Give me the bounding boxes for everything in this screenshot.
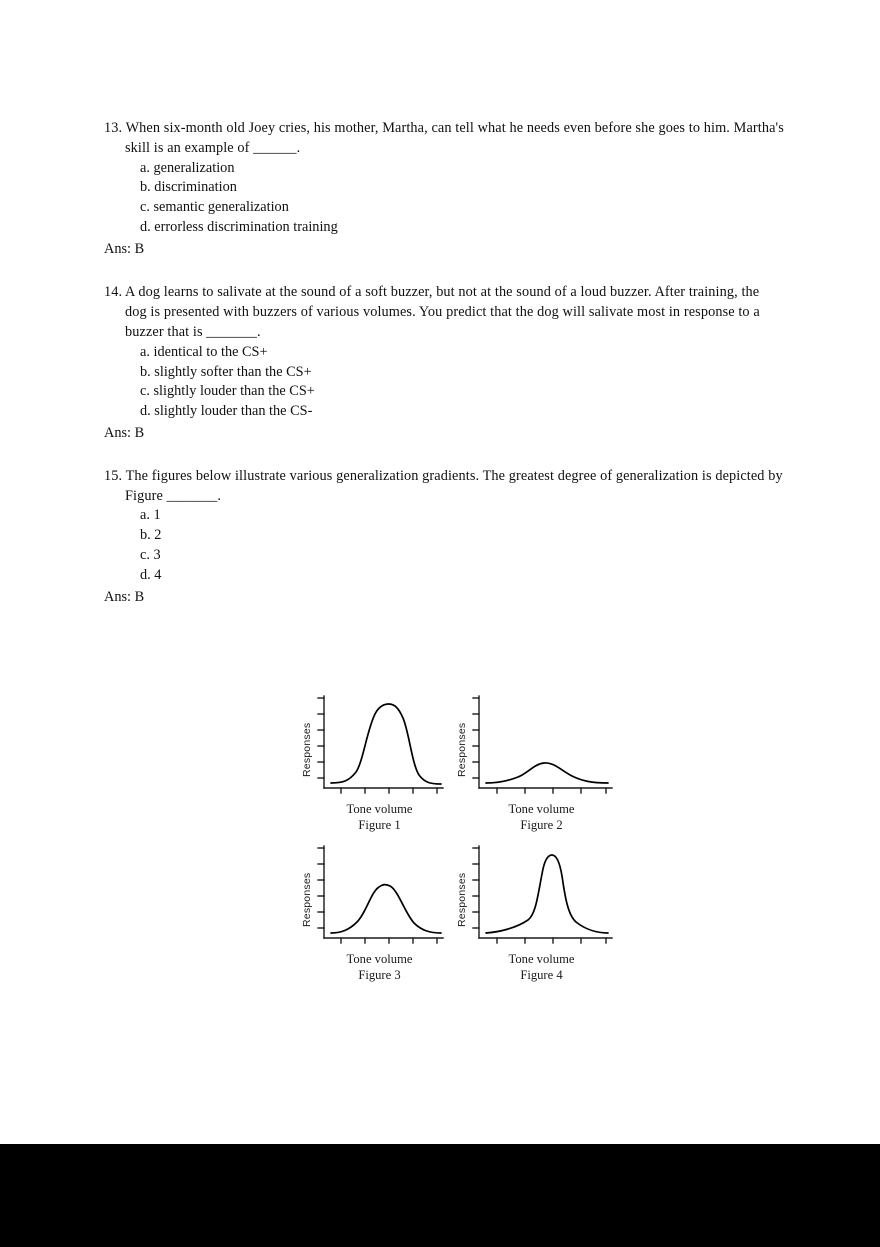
- figure-4-curve: [486, 855, 608, 933]
- option-c: c. slightly louder than the CS+: [140, 383, 315, 400]
- figure-1-chart: [313, 692, 445, 800]
- x-axis-label: Tone volume: [508, 951, 575, 966]
- x-axis-label: Tone volume: [508, 802, 575, 816]
- question-stem: 15. The figures below illustrate various generalization gradients. The greatest degree of generalization is depicted by Figure _______.: [104, 467, 783, 505]
- option-b: b. 2: [140, 527, 162, 544]
- figure-3-plot: [300, 842, 445, 950]
- question-block-15: [104, 466, 784, 608]
- figure-caption: Figure 4: [520, 967, 563, 982]
- figure-4-chart: [468, 842, 614, 950]
- option-a: a. identical to the CS+: [140, 343, 268, 360]
- option-d: d. 4: [140, 566, 162, 583]
- option-b: b. discrimination: [140, 179, 237, 196]
- y-axis-label: Responses: [456, 872, 468, 928]
- generalization-gradient-figures: [300, 692, 630, 984]
- question-options: [104, 159, 784, 238]
- figure-caption: Figure 2: [520, 818, 563, 833]
- figure-4-labels: [509, 950, 575, 984]
- figure-1-plot: [300, 692, 445, 800]
- y-axis-label: Responses: [301, 872, 313, 928]
- option-a: a. generalization: [140, 159, 235, 176]
- x-axis-label: Tone volume: [346, 802, 413, 816]
- figure-2: [455, 692, 614, 834]
- figure-1-labels: [347, 800, 413, 834]
- figure-4: [455, 842, 614, 984]
- figure-2-labels: [509, 800, 575, 834]
- answer-line: Ans: B: [104, 425, 145, 442]
- figure-3: [300, 842, 445, 984]
- question-stem: 13. When six-month old Joey cries, his mother, Martha, can tell what he needs even before she goes to him. Martha's skill is an example of ______.: [104, 120, 784, 157]
- option-b: b. slightly softer than the CS+: [140, 363, 312, 380]
- bottom-black-band: [0, 1144, 880, 1247]
- figure-row-bottom: [300, 842, 630, 984]
- figure-caption: Figure 3: [358, 967, 401, 982]
- figure-3-curve: [331, 884, 441, 932]
- option-d: d. slightly louder than the CS-: [140, 403, 313, 420]
- y-axis-label: Responses: [456, 722, 468, 778]
- x-axis-label: Tone volume: [346, 951, 413, 966]
- figure-1: [300, 692, 445, 834]
- question-options: [104, 343, 784, 422]
- option-a: a. 1: [140, 507, 161, 524]
- question-options: [104, 506, 784, 585]
- figure-row-top: [300, 692, 630, 834]
- option-c: c. semantic generalization: [140, 199, 289, 216]
- figure-3-labels: [347, 950, 413, 984]
- question-stem: 14. A dog learns to salivate at the sound of a soft buzzer, but not at the sound of a loud buzzer. After training, the dog is presented with buzzers of various volumes. You predict that the dog will salivate most in response to a buzzer that is _______.: [104, 283, 760, 341]
- figure-3-chart: [313, 842, 445, 950]
- question-block-14: [104, 282, 784, 444]
- figure-caption: Figure 1: [358, 818, 401, 833]
- answer-line: Ans: B: [104, 588, 145, 605]
- figure-2-plot: [455, 692, 614, 800]
- questions-container: [104, 118, 784, 630]
- answer-line: Ans: B: [104, 241, 145, 258]
- figure-2-chart: [468, 692, 614, 800]
- option-d: d. errorless discrimination training: [140, 219, 338, 236]
- figure-2-curve: [486, 763, 608, 783]
- question-block-13: [104, 118, 784, 260]
- figure-1-curve: [331, 704, 441, 784]
- y-axis-label: Responses: [301, 722, 313, 778]
- figure-4-plot: [455, 842, 614, 950]
- option-c: c. 3: [140, 547, 161, 564]
